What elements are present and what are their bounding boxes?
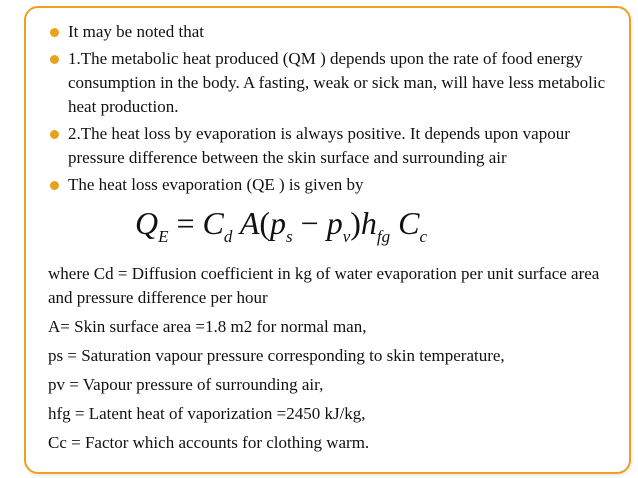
definition-line: pv = Vapour pressure of surrounding air, [48,375,324,394]
formula-subscript: d [223,227,233,246]
definition-line: Cc = Factor which accounts for clothing warm. [48,433,370,452]
definition-line: ps = Saturation vapour pressure corresponding to skin temperature, [48,346,505,365]
formula-subscript: fg [376,227,391,246]
definition-line: hfg = Latent heat of vaporization =2450 kJ/kg, [48,404,366,423]
bullet-item [50,20,620,44]
bullet-text: 2.The heat loss by evaporation is always positive. It depends upon vapour pressure difference between the skin surface and surrounding air [68,124,570,167]
bullet-item [50,47,620,119]
bullet-dot-icon [50,28,59,37]
formula-operator: ( [259,205,271,241]
bullet-text: 1.The metabolic heat produced (QM ) depends upon the rate of food energy consumption in the body. A fasting, weak or sick man, will have less metabolic heat production. [68,49,606,116]
bullet-list [50,20,620,200]
bullet-item [50,173,620,197]
bullet-dot-icon [50,55,59,64]
evaporation-formula [135,200,495,246]
bullet-dot-icon [50,130,59,139]
formula-symbol: Q [135,205,159,241]
formula-symbol: C [202,205,224,241]
formula-operator: − [292,205,327,241]
formula-operator: ) [350,205,361,241]
bullet-dot-icon [50,181,59,190]
formula-symbol: C [390,205,420,241]
formula-symbol: p [270,205,287,241]
formula-subscript: E [158,227,169,246]
formula-operator: = [168,205,203,241]
definition-line: where Cd = Diffusion coefficient in kg of water evaporation per unit surface area and pressure difference per hour [48,264,600,307]
bullet-text: It may be noted that [68,22,204,41]
formula-subscript: v [342,227,351,246]
formula-symbol: h [360,205,377,241]
formula-symbol: A [232,205,260,241]
formula-symbol: p [326,205,343,241]
bullet-item [50,122,620,170]
formula-subscript: c [419,227,428,246]
formula-subscript: s [286,227,293,246]
definitions [48,262,628,460]
bullet-text: The heat loss evaporation (QE ) is given by [68,175,364,194]
definition-line: A= Skin surface area =1.8 m2 for normal man, [48,317,367,336]
